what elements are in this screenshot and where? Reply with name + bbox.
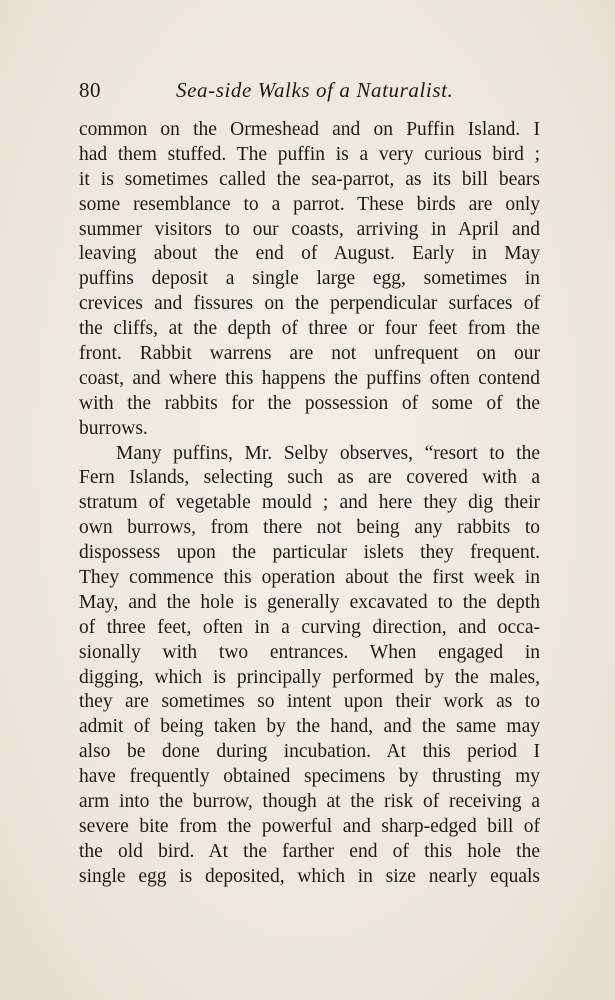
text-line: the old bird. At the farther end of this hole the [79,840,540,862]
text-line: common on the Ormeshead and on Puffin Island. I [79,119,540,140]
running-title: Sea-side Walks of a Naturalist. [176,78,454,102]
text-line: arm into the burrow, though at the risk of receiving a [79,791,540,813]
text-line: some resemblance to a parrot. These birds are only [79,193,540,215]
text-line: with the rabbits for the possession of some of the [79,392,540,414]
text-line: May, and the hole is generally excavated to the depth [79,591,540,613]
text-line: of three feet, often in a curving direction, and occa- [79,616,540,638]
text-line: summer visitors to our coasts, arriving in April and [79,218,540,240]
page-header [79,78,539,108]
text-line: the cliffs, at the depth of three or four feet from the [79,318,540,340]
text-line: digging, which is principally performed by the males, [79,666,540,688]
text-line: it is sometimes called the sea-parrot, as its bill bears [79,168,540,190]
text-line: have frequently obtained specimens by thrusting my [79,766,540,788]
text-line: leaving about the end of August. Early in May [79,243,540,265]
text-line: own burrows, from there not being any rabbits to [79,517,540,539]
paragraph-start-line: Many puffins, Mr. Selby observes, “resort to the [116,442,540,464]
text-line: dispossess upon the particular islets they frequent. [79,542,540,564]
text-line: sionally with two entrances. When engaged in [79,641,540,663]
text-line: stratum of vegetable mould ; and here they dig their [79,492,540,514]
text-line: Fern Islands, selecting such as are covered with a [79,467,540,489]
text-line: they are sometimes so intent upon their work as to [79,691,540,713]
text-line: puffins deposit a single large egg, sometimes in [79,268,540,290]
text-line: severe bite from the powerful and sharp-edged bill of [79,815,540,837]
text-line: also be done during incubation. At this period I [79,741,540,763]
body-text [79,118,540,890]
text-line: crevices and fissures on the perpendicular surfaces of [79,293,540,315]
text-line: front. Rabbit warrens are not unfrequent on our [79,343,540,365]
text-line: They commence this operation about the first week in [79,567,540,589]
text-line: had them stuffed. The puffin is a very curious bird ; [79,143,540,165]
text-line: coast, and where this happens the puffins often contend [79,367,540,389]
page-number: 80 [79,78,101,102]
text-line: admit of being taken by the hand, and the same may [79,716,540,738]
text-line: single egg is deposited, which in size nearly equals [79,865,540,887]
paragraph-end-line: burrows. [79,417,148,439]
